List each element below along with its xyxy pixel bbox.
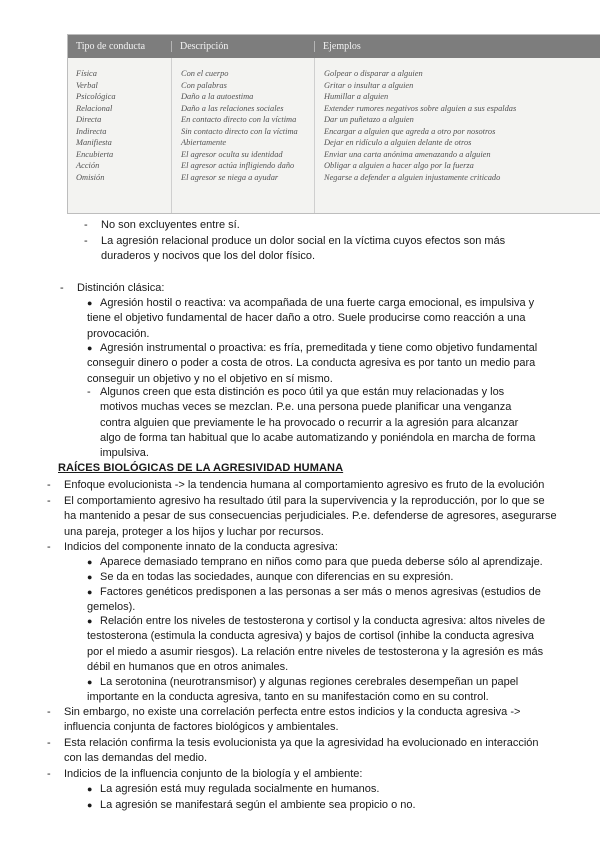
column-ejemplos — [314, 58, 600, 213]
table-cell: Obligar a alguien a hacer algo por la fuerza — [324, 161, 474, 170]
list-item — [87, 585, 549, 616]
table-cell: El agresor oculta su identidad — [181, 149, 283, 159]
table-cell: Dejar en ridículo a alguien delante de otros — [324, 138, 472, 147]
table-cell: Física — [76, 69, 97, 78]
header-descripcion: Descripción — [171, 41, 314, 52]
bullet-marker: ● — [87, 677, 93, 687]
list-item — [87, 614, 549, 675]
dash-marker: - — [84, 219, 88, 231]
list-item — [87, 798, 549, 813]
dash-marker: - — [60, 282, 64, 294]
header-tipo: Tipo de conducta — [76, 41, 146, 52]
bullet-marker: ● — [87, 343, 93, 353]
list-item — [47, 478, 567, 493]
dash-marker: - — [84, 235, 88, 247]
list-item — [47, 540, 559, 555]
list-item — [87, 675, 549, 706]
table-cell: Golpear o disparar a alguien — [324, 69, 423, 78]
list-item-text: Relación entre los niveles de testosterona y cortisol y la conducta agresiva: altos niveles de testosterona (estimula la conducta agresiva) y bajos de cortisol (inhibe la conducta agresiva por el miedo a asumir riesgos). La relación entre niveles de testosterona y la agresión es más débil en humanos que en otros animales. — [87, 615, 546, 673]
list-item — [47, 494, 559, 540]
list-item-text: Esta relación confirma la tesis evolucionista ya que la agresividad ha evolucionado en interacción con las demandas del medio. — [64, 737, 539, 765]
bullet-marker: ● — [87, 298, 93, 308]
list-item-text: Factores genéticos predisponen a las personas a ser más o menos agresivas (estudios de gemelos). — [87, 586, 541, 614]
table-cell: Manifiesta — [76, 138, 112, 147]
table-cell: El agresor se niega a ayudar — [181, 172, 279, 182]
table-cell: Con el cuerpo — [181, 69, 229, 78]
table-cell: Encubierta — [76, 149, 114, 159]
list-item-text: Aparece demasiado temprano en niños como para que pueda deberse sólo al aprendizaje. — [100, 556, 543, 568]
list-item — [87, 296, 541, 342]
list-item-text: Agresión instrumental o proactiva: es fría, premeditada y tiene como objetivo fundamental conseguir dinero o poder a costa de otros. La conducta agresiva es por tanto un medio para conseguir un objetivo y no el objetivo en sí mismo. — [87, 342, 538, 385]
table-cell: Gritar o insultar a alguien — [324, 80, 414, 90]
table-cell: Humillar a alguien — [324, 92, 389, 101]
list-item-text: Enfoque evolucionista -> la tendencia humana al comportamiento agresivo es fruto de la evolución — [64, 479, 545, 491]
list-item — [87, 341, 545, 387]
list-item-text: Indicios del componente innato de la conducta agresiva: — [64, 541, 338, 553]
table-cell: Acción — [76, 161, 100, 170]
bullet-marker: ● — [87, 800, 93, 810]
list-item — [87, 555, 557, 570]
table-cell: Sin contacto directo con la víctima — [181, 126, 298, 136]
table-cell: Con palabras — [181, 80, 227, 90]
bullet-marker: ● — [87, 557, 93, 567]
note-item — [84, 234, 554, 265]
table-cell: Daño a la autoestima — [181, 92, 254, 101]
note-text: No son excluyentes entre sí. — [101, 219, 240, 231]
dash-marker: - — [47, 495, 51, 507]
dash-marker: - — [47, 768, 51, 780]
list-item — [87, 570, 557, 585]
table-cell: Indirecta — [76, 126, 107, 136]
list-item-text: Se da en todas las sociedades, aunque con diferencias en su expresión. — [100, 571, 454, 583]
header-ejemplos: Ejemplos — [314, 41, 600, 52]
dash-marker: - — [87, 386, 91, 398]
table-cell: En contacto directo con la víctima — [181, 115, 297, 124]
table-cell: Psicológica — [76, 92, 116, 101]
table-cell: Negarse a defender a alguien injustamente criticado — [324, 172, 501, 182]
list-item-text: Sin embargo, no existe una correlación perfecta entre estos indicios y la conducta agresiva -> influencia conjunta de factores biológicos y ambientales. — [64, 706, 521, 734]
bullet-marker: ● — [87, 616, 93, 626]
list-item — [87, 385, 541, 461]
list-item — [87, 782, 549, 797]
list-item-text: La agresión está muy regulada socialmente en humanos. — [100, 783, 380, 795]
list-item — [47, 736, 559, 767]
distincion-title: - Distinción clásica: — [60, 281, 540, 296]
table-cell: Encargar a alguien que agreda a otro por nosotros — [324, 126, 496, 136]
table-cell: Omisión — [76, 172, 105, 182]
list-item-text: Agresión hostil o reactiva: va acompañada de una fuerte carga emocional, es impulsiva y tiene el objetivo fundamental de hacer daño a otro. Suele producirse como reacción a una provocación. — [87, 297, 535, 340]
table-cell: Extender rumores negativos sobre alguien a sus espaldas — [324, 103, 517, 113]
note-item — [84, 218, 554, 233]
table-cell: Verbal — [76, 80, 98, 90]
column-tipo — [68, 58, 171, 213]
dash-marker: - — [47, 737, 51, 749]
dash-marker: - — [47, 706, 51, 718]
list-item — [47, 767, 559, 782]
column-descripcion — [171, 58, 314, 213]
table-cell: El agresor actúa infligiendo daño — [181, 161, 295, 170]
note-text: La agresión relacional produce un dolor social en la víctima cuyos efectos son más duraderos y nocivos que los del dolor físico. — [101, 235, 506, 263]
bullet-marker: ● — [87, 572, 93, 582]
aggression-types-table — [67, 34, 600, 214]
table-cell: Relacional — [76, 103, 113, 113]
bullet-marker: ● — [87, 587, 93, 597]
list-item-text: El comportamiento agresivo ha resultado útil para la supervivencia y la reproducción, por lo que se ha mantenido a pesar de sus consecuencias perjudiciales. P.e. defenderse de agresores, asegurarse una pareja, proteger a los hijos y luchar por recursos. — [64, 495, 557, 538]
table-cell: Directa — [76, 115, 102, 124]
list-item-text: La serotonina (neurotransmisor) y algunas regiones cerebrales desempeñan un papel importante en la conducta agresiva, tanto en su manifestación como en su control. — [87, 676, 519, 704]
dash-marker: - — [47, 541, 51, 553]
list-item-text: La agresión se manifestará según el ambiente sea propicio o no. — [100, 799, 416, 811]
dash-marker: - — [47, 479, 51, 491]
list-item-text: Indicios de la influencia conjunto de la biología y el ambiente: — [64, 768, 363, 780]
section-heading: RAÍCES BIOLÓGICAS DE LA AGRESIVIDAD HUMANA — [58, 462, 344, 474]
bullet-marker: ● — [87, 784, 93, 794]
list-item — [47, 705, 559, 736]
table-cell: Enviar una carta anónima amenazando a alguien — [324, 149, 491, 159]
table-header-row — [68, 35, 600, 58]
list-item-text: Algunos creen que esta distinción es poco útil ya que están muy relacionadas y los motivos muchas veces se mezclan. P.e. una persona puede planificar una venganza contra alguien que previamente le ha provocado o recurrir a la agresión para alcanzar algo de forma tan habitual que lo acabe automatizando y poniéndola en marcha de forma impulsiva. — [100, 386, 536, 460]
table-cell: Abiertamente — [181, 138, 227, 147]
table-cell: Daño a las relaciones sociales — [181, 103, 284, 113]
table-cell: Dar un puñetazo a alguien — [324, 115, 414, 124]
